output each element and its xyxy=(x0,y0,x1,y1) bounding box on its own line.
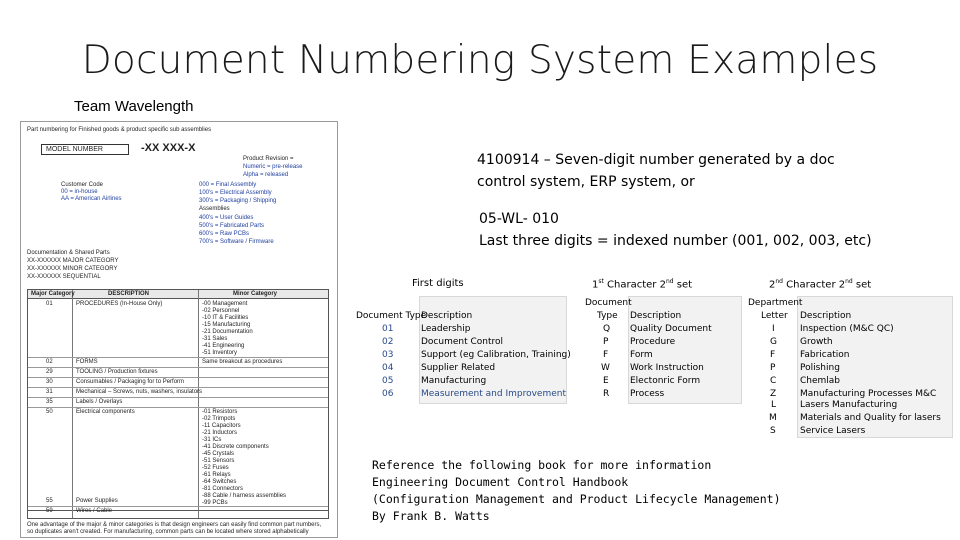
table-row: -02 Trimpots xyxy=(202,416,236,422)
example-line: control system, ERP system, or xyxy=(477,174,695,190)
table-row: -15 Manufacturing xyxy=(202,322,251,328)
table-row: -21 Documentation xyxy=(202,329,253,335)
table-row: -00 Management xyxy=(202,301,248,307)
table-row: Power Supplies xyxy=(76,498,118,504)
table3-code: L xyxy=(771,400,777,410)
reference-line: Engineering Document Control Handbook xyxy=(372,475,629,489)
table1-header-type: Document Type xyxy=(356,311,427,321)
table-header: Minor Category xyxy=(233,291,278,297)
table-row: -61 Relays xyxy=(202,472,231,478)
product-revision-line: Product Revision = xyxy=(243,156,294,162)
table3-code: I xyxy=(772,324,775,334)
table-row: Same breakout as procedures xyxy=(202,359,283,365)
assembly-line: 300's = Packaging / Shipping xyxy=(199,198,277,204)
table-row: -99 PCBs xyxy=(202,500,228,506)
table-row: 30 xyxy=(46,379,53,385)
assembly-line: 600's = Raw PCBs xyxy=(199,231,250,237)
table1-code: 03 xyxy=(382,350,394,360)
product-revision-line: Numeric = pre-release xyxy=(243,164,303,170)
reference-line: (Configuration Management and Product Lifecycle Management) xyxy=(372,492,781,506)
table1-code: 02 xyxy=(382,337,394,347)
table2-header-desc: Description xyxy=(630,311,682,321)
table-row: -31 ICs xyxy=(202,437,222,443)
scan-footer: so duplicates aren't created. For manufacturing, common parts can be located where stored alphabetically xyxy=(27,529,309,535)
product-revision-line: Alpha = released xyxy=(243,172,289,178)
assembly-line: 700's = Software / Firmware xyxy=(199,239,274,245)
table-row: -51 Sensors xyxy=(202,458,235,464)
table2-code: E xyxy=(603,376,609,386)
table2-desc: Form xyxy=(630,350,653,360)
model-number-box: MODEL NUMBER xyxy=(41,144,129,155)
table-row: Mechanical – Screws, nuts, washers, insulators xyxy=(76,389,203,395)
table2-header-type: Document xyxy=(585,298,632,308)
table1-desc: Leadership xyxy=(421,324,471,334)
table1-desc: Document Control xyxy=(421,337,504,347)
part-code: -XX XXX-X xyxy=(141,142,196,154)
table2-desc: Electonric Form xyxy=(630,376,701,386)
table-row: -31 Sales xyxy=(202,336,228,342)
table3-code: G xyxy=(770,337,777,347)
first-char-label: 1st Character 2nd set xyxy=(592,278,693,291)
table-row: -01 Resistors xyxy=(202,409,238,415)
table3-code: P xyxy=(770,363,776,373)
table-header: Major Category xyxy=(31,291,75,297)
customer-code-line: AA = American Airlines xyxy=(61,196,122,202)
table2-code: W xyxy=(601,363,610,373)
table-row: Wires / Cable xyxy=(76,508,113,514)
example-line: 4100914 – Seven-digit number generated by a doc xyxy=(477,152,835,168)
table3-desc: Inspection (M&C QC) xyxy=(800,324,894,334)
doc-line: Documentation & Shared Parts xyxy=(27,250,110,256)
table1-desc: Support (eg Calibration, Training) xyxy=(421,350,571,360)
table3-header-letter: Letter xyxy=(761,311,788,321)
table3-desc: Materials and Quality for lasers xyxy=(800,413,941,423)
table1-desc: Measurement and Improvement xyxy=(421,389,566,399)
table3-desc: Chemlab xyxy=(800,376,841,386)
table3-header-letter: Department xyxy=(748,298,803,308)
assembly-line: Assemblies xyxy=(199,206,230,212)
reference-note xyxy=(372,457,781,525)
table-row: -45 Crystals xyxy=(202,451,235,457)
second-char-label: 2nd Character 2nd set xyxy=(769,278,872,291)
table-row: -41 Engineering xyxy=(202,343,245,349)
table3-desc: Fabrication xyxy=(800,350,850,360)
table-row: 55 xyxy=(46,498,53,504)
reference-line: By Frank B. Watts xyxy=(372,509,490,523)
table3-desc: Growth xyxy=(800,337,833,347)
table-row: -21 Inductors xyxy=(202,430,238,436)
table2-desc: Quality Document xyxy=(630,324,712,334)
table-row: -11 Capacitors xyxy=(202,423,241,429)
table-row: Electrical components xyxy=(76,409,135,415)
table1-header-desc: Description xyxy=(421,311,473,321)
table2-header-type: Type xyxy=(597,311,618,321)
table-row: -81 Connectors xyxy=(202,486,244,492)
doc-line: XX-XXXXXX MINOR CATEGORY xyxy=(27,266,118,272)
table2-desc: Process xyxy=(630,389,665,399)
table1-desc: Supplier Related xyxy=(421,363,496,373)
table-row: -10 IT & Facilities xyxy=(202,315,249,321)
table-row: 50 xyxy=(46,409,53,415)
table3-header-desc: Description xyxy=(800,311,852,321)
table-row: 31 xyxy=(46,389,53,395)
table-row: 02 xyxy=(46,359,53,365)
table-row: -88 Cable / harness assemblies xyxy=(202,493,287,499)
reference-line: Reference the following book for more information xyxy=(372,458,712,472)
table3-code: Z xyxy=(770,389,777,399)
table2-code: P xyxy=(603,337,609,347)
table-header: DESCRIPTION xyxy=(108,291,150,297)
category-table xyxy=(27,289,329,511)
table3-desc: Manufacturing Processes M&C xyxy=(800,389,937,399)
customer-code-line: 00 = in-house xyxy=(61,189,98,195)
first-digits-label: First digits xyxy=(412,278,464,289)
table2-desc: Procedure xyxy=(630,337,676,347)
table1-code: 04 xyxy=(382,363,394,373)
doc-line: XX-XXXXXX MAJOR CATEGORY xyxy=(27,258,119,264)
table3-code: S xyxy=(770,426,776,436)
assembly-line: 400's = User Guides xyxy=(199,215,254,221)
table-row: 35 xyxy=(46,399,53,405)
table1-desc: Manufacturing xyxy=(421,376,487,386)
customer-code-line: Customer Code xyxy=(61,182,104,188)
assembly-line: 000 = Final Assembly xyxy=(199,182,257,188)
team-name: Team Wavelength xyxy=(74,98,194,115)
scan-footer: One advantage of the major & minor categories is that design engineers can easily find common part numbers, xyxy=(27,522,322,528)
table-row: Consumables / Packaging for to Perform xyxy=(76,379,185,385)
part-numbering-scan xyxy=(20,121,338,538)
category-table-bottom xyxy=(27,496,329,519)
example-seven-digit xyxy=(477,149,835,193)
table3-desc: Service Lasers xyxy=(800,426,866,436)
table-row: PROCEDURES (In-House Only) xyxy=(76,301,163,307)
table1-code: 01 xyxy=(382,324,394,334)
table-row: -64 Switches xyxy=(202,479,237,485)
example-indexed xyxy=(479,208,872,252)
assembly-line: 500's = Fabricated Parts xyxy=(199,223,265,229)
table-row: -51 Inventory xyxy=(202,350,238,356)
table-row: -41 Discrete components xyxy=(202,444,269,450)
slide-title: Document Numbering System Examples xyxy=(81,38,879,83)
example-line: 05-WL- 010 xyxy=(479,211,559,227)
table2-code: Q xyxy=(603,324,611,334)
table-row: -02 Personnel xyxy=(202,308,240,314)
doc-line: XX-XXXXXX SEQUENTIAL xyxy=(27,274,101,280)
table-row: 59 xyxy=(46,508,53,514)
table1-code: 05 xyxy=(382,376,394,386)
table2-code: R xyxy=(603,389,610,399)
table3-desc: Lasers Manufacturing xyxy=(800,400,898,410)
table3-desc: Polishing xyxy=(800,363,840,373)
assembly-line: 100's = Electrical Assembly xyxy=(199,190,272,196)
table-row: 29 xyxy=(46,369,53,375)
table-row: TOOLING / Production fixtures xyxy=(76,369,158,375)
table3-code: M xyxy=(769,413,777,423)
table1-code: 06 xyxy=(382,389,394,399)
table3-code: F xyxy=(770,350,776,360)
table-row: -52 Fuses xyxy=(202,465,229,471)
table-row: FORMS xyxy=(76,359,98,365)
scan-heading: Part numbering for Finished goods & product specific sub assemblies xyxy=(27,127,212,133)
table2-code: F xyxy=(603,350,609,360)
table3-code: C xyxy=(770,376,777,386)
table-row: Labels / Overlays xyxy=(76,399,123,405)
table-row: 01 xyxy=(46,301,53,307)
example-line: Last three digits = indexed number (001, 002, 003, etc) xyxy=(479,233,872,249)
table2-desc: Work Instruction xyxy=(630,363,704,373)
